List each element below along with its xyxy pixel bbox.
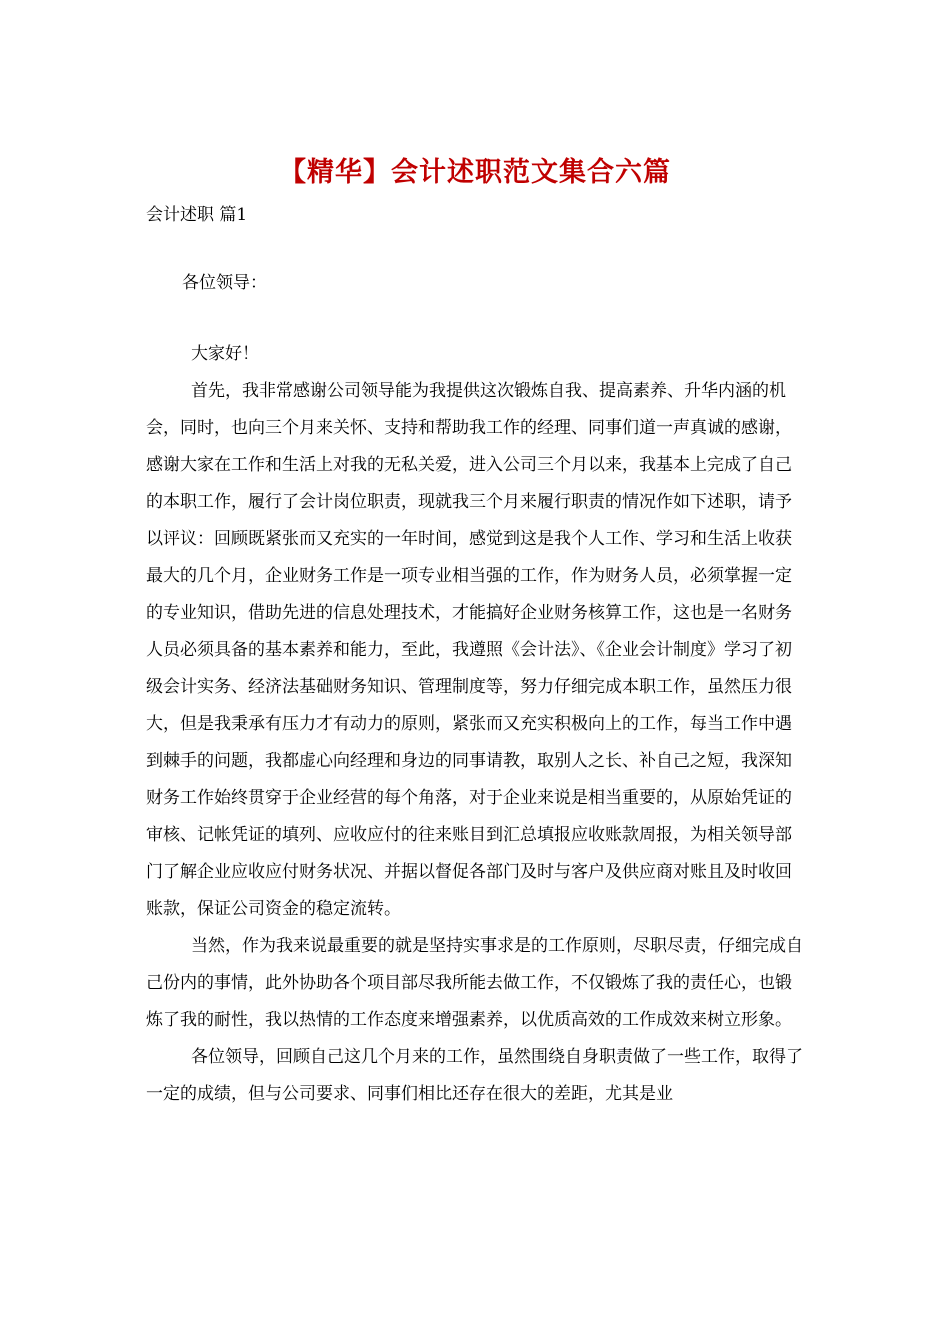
paragraph: 首先，我非常感谢公司领导能为我提供这次锻炼自我、提高素养、升华内涵的机会，同时，也向三个月来关怀、支持和帮助我工作的经理、同事们道一声真诚的感谢，感谢大家在工作和生活上对我的无私关爱，进入公司三个月以来，我基本上完成了自己的本职工作，履行了会计岗位职责，现就我三个月来履行职责的情况作如下述职，请予以评议：回顾既紧张而又充实的一年时间，感觉到这是我个人工作、学习和生活上收获最大的几个月，企业财务工作是一项专业相当强的工作，作为财务人员，必须掌握一定的专业知识，借助先进的信息处理技术，才能搞好企业财务核算工作，这也是一名财务人员必须具备的基本素养和能力，至此，我遵照《会计法》、《企业会计制度》学习了初级会计实务、经济法基础财务知识、管理制度等，努力仔细完成本职工作，虽然压力很大，但是我秉承有压力才有动力的原则，紧张而又充实积极向上的工作，每当工作中遇到棘手的问题，我都虚心向经理和身边的同事请教，取别人之长、补自己之短，我深知财务工作始终贯穿于企业经营的每个角落，对于企业来说是相当重要的，从原始凭证的审核、记帐凭证的填列、应收应付的往来账目到汇总填报应收账款周报，为相关领导部门了解企业应收应付财务状况、并据以督促各部门及时与客户及供应商对账且及时收回账款，保证公司资金的稳定流转。 — [146, 381, 792, 919]
document-body — [146, 336, 808, 1113]
greeting: 大家好！ — [191, 344, 259, 364]
paragraph: 各位领导，回顾自己这几个月来的工作，虽然围绕自身职责做了一些工作，取得了一定的成绩，但与公司要求、同事们相比还存在很大的差距，尤其是业 — [146, 1047, 803, 1104]
salutation: 各位领导： — [182, 273, 267, 293]
paragraph: 当然，作为我来说最重要的就是坚持实事求是的工作原则，尽职尽责，仔细完成自己份内的事情，此外协助各个项目部尽我所能去做工作，不仅锻炼了我的责任心，也锻炼了我的耐性，我以热情的工作态度来增强素养，以优质高效的工作成效来树立形象。 — [146, 936, 803, 1030]
document-title: 【精华】会计述职范文集合六篇 — [279, 157, 671, 188]
section-heading: 会计述职 篇1 — [146, 205, 248, 225]
